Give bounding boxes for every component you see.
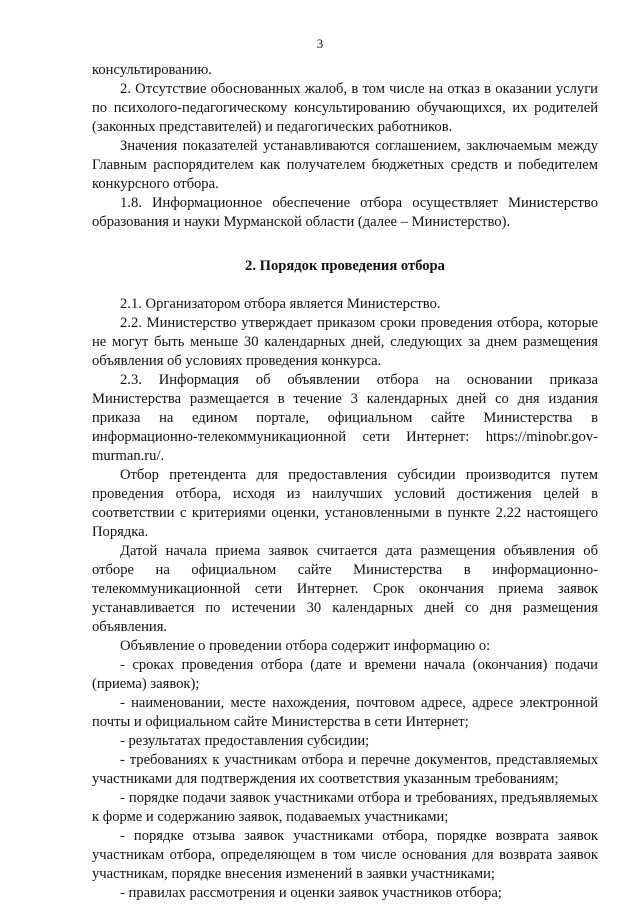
paragraph: - результатах предоставления субсидии; [120, 733, 370, 749]
paragraph: Отбор претендента для предоставления субсидии производится путем проведения отбора, исходя из наилучших условий достижения целей в соответствии с критериями оценки, установленными в пункте 2.22 настоящего Порядка. [92, 467, 598, 540]
paragraphs-before-heading [92, 61, 598, 232]
paragraph: - требованиях к участникам отбора и перечне документов, представляемых участниками для подтверждения их соответствия указанным требованиям; [92, 752, 598, 787]
paragraph: - сроках проведения отбора (дате и времени начала (окончания) подачи (приема) заявок); [92, 657, 598, 692]
paragraph: 2.3. Информация об объявлении отбора на основании приказа Министерства размещается в течение 3 календарных дней со дня издания приказа на едином портале, официальном сайте Министерства в информационно-телекоммуникационной сети Интернет: https://minobr.gov-murman.ru/. [92, 372, 598, 464]
paragraph: Значения показателей устанавливаются соглашением, заключаемым между Главным распорядителем как получателем бюджетных средств и победителем конкурсного отбора. [92, 138, 598, 192]
paragraph: 2. Отсутствие обоснованных жалоб, в том числе на отказ в оказании услуги по психолого-педагогическому консультированию обучающихся, их родителей (законных представителей) и педагогических работников. [92, 81, 598, 135]
paragraph: Объявление о проведении отбора содержит информацию о: [120, 638, 491, 654]
paragraph: - правилах рассмотрения и оценки заявок участников отбора; [120, 885, 502, 901]
paragraph: - порядке отзыва заявок участниками отбора, порядке возврата заявок участникам отбора, определяющем в том числе основания для возврата заявок участникам, порядке внесения изменений в заявки участниками; [92, 828, 598, 882]
paragraph: 1.8. Информационное обеспечение отбора осуществляет Министерство образования и науки Мурманской области (далее – Министерство). [92, 195, 598, 230]
paragraphs-after-heading [92, 295, 598, 903]
page-number: 3 [316, 36, 324, 51]
paragraph: 2.2. Министерство утверждает приказом сроки проведения отбора, которые не могут быть меньше 30 календарных дней, следующих за днем размещения объявления об условиях проведения конкурса. [92, 315, 598, 369]
section-heading: 2. Порядок проведения отбора [245, 258, 445, 274]
paragraph: - порядке подачи заявок участниками отбора и требованиях, предъявляемых к форме и содержанию заявок, подаваемых участниками; [92, 790, 598, 825]
paragraph: - наименовании, месте нахождения, почтовом адресе, адресе электронной почты и официальном сайте Министерства в сети Интернет; [92, 695, 598, 730]
paragraph: консультированию. [92, 62, 212, 78]
page-content [92, 61, 598, 903]
paragraph: 2.1. Организатором отбора является Министерство. [120, 296, 441, 312]
paragraph: Датой начала приема заявок считается дата размещения объявления об отборе на официальном сайте Министерства в информационно-телекоммуникационной сети Интернет. Срок окончания приема заявок устанавливается по истечении 30 календарных дней со дня размещения объявления. [92, 543, 598, 635]
